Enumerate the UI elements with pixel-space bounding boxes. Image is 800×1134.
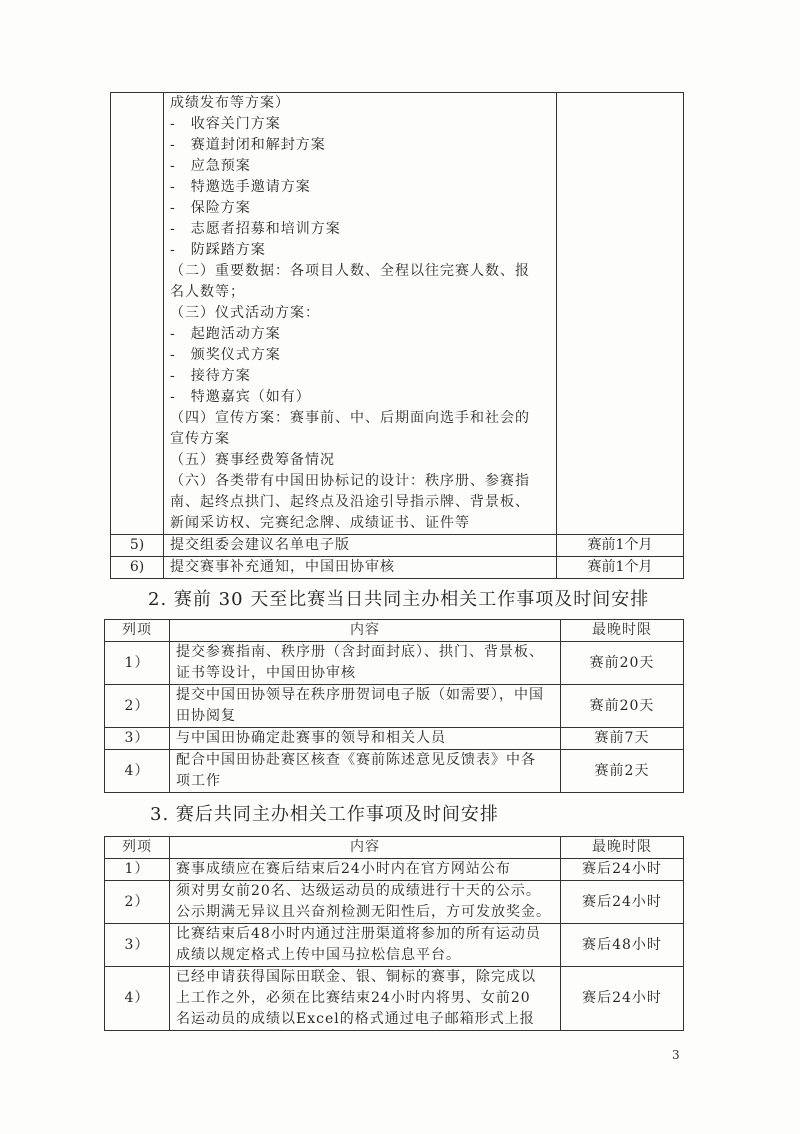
content-line: 提交中国田协领导在秩序册贺词电子版（如需要），中国 — [176, 687, 544, 703]
row-deadline: 赛前2天 — [561, 750, 684, 793]
table-row — [105, 881, 684, 924]
row-content — [170, 881, 561, 924]
content-line: 上工作之外，必须在比赛结束24小时内将男、女前20 — [176, 990, 531, 1006]
content-line: - 赛道封闭和解封方案 — [170, 137, 326, 153]
row-deadline: 赛后24小时 — [561, 859, 684, 881]
row-content: 提交赛事补充通知，中国田协审核 — [164, 557, 557, 579]
row-deadline: 赛后24小时 — [561, 881, 684, 924]
row-deadline: 赛前1个月 — [557, 535, 684, 557]
content-line: （二）重要数据：各项目人数、全程以往完赛人数、报 — [170, 263, 530, 279]
content-line: - 保险方案 — [170, 200, 251, 216]
content-line: - 特邀选手邀请方案 — [170, 179, 311, 195]
content-line: - 接待方案 — [170, 368, 251, 384]
table-row — [111, 93, 684, 535]
content-line: （六）各类带有中国田协标记的设计：秩序册、参赛指 — [170, 473, 530, 489]
row-deadline: 赛前20天 — [561, 642, 684, 685]
row-deadline: 赛前20天 — [561, 685, 684, 728]
table-row — [105, 685, 684, 728]
table-header-row — [105, 620, 684, 642]
row-deadline: 赛后24小时 — [561, 967, 684, 1031]
content-line: 提交参赛指南、秩序册（含封面封底）、拱门、背景板、 — [176, 644, 544, 660]
content-line: 名人数等； — [170, 284, 245, 300]
deadline-cell — [557, 93, 684, 535]
row-content — [170, 750, 561, 793]
content-line: - 起跑活动方案 — [170, 326, 281, 342]
content-line: 名运动员的成绩以Excel的格式通过电子邮箱形式上报 — [176, 1011, 535, 1027]
row-deadline: 赛后48小时 — [561, 924, 684, 967]
table-row — [105, 859, 684, 881]
row-content — [170, 924, 561, 967]
row-number: 1） — [105, 859, 170, 881]
column-header-no: 列项 — [105, 620, 170, 642]
column-header-content: 内容 — [170, 620, 561, 642]
row-content — [170, 967, 561, 1031]
row-number: 2） — [105, 881, 170, 924]
content-line: 配合中国田协赴赛区核查《赛前陈述意见反馈表》中各 — [176, 752, 536, 768]
table-row — [105, 967, 684, 1031]
content-line: 须对男女前20名、达级运动员的成绩进行十天的公示。 — [176, 883, 541, 899]
content-line: 公示期满无异议且兴奋剂检测无阳性后，方可发放奖金。 — [176, 904, 551, 920]
table-row — [111, 535, 684, 557]
content-line: - 志愿者招募和培训方案 — [170, 221, 341, 237]
row-number: 2） — [105, 685, 170, 728]
content-line: （四）宣传方案：赛事前、中、后期面向选手和社会的 — [170, 410, 530, 426]
row-content: 提交组委会建议名单电子版 — [164, 535, 557, 557]
content-line: （五）赛事经费筹备情况 — [170, 452, 335, 468]
content-line: 已经申请获得国际田联金、银、铜标的赛事，除完成以 — [176, 969, 536, 985]
table-row — [105, 750, 684, 793]
content-line: 南、起终点拱门、起终点及沿途引导指示牌、背景板、 — [170, 494, 530, 510]
row-content — [170, 859, 561, 881]
content-line: （三）仪式活动方案： — [170, 305, 320, 321]
continued-table — [110, 92, 684, 579]
content-line: 证书等设计，中国田协审核 — [176, 665, 356, 681]
content-line: 新闻采访权、完赛纪念牌、成绩证书、证件等 — [170, 515, 470, 531]
table-row — [111, 557, 684, 579]
column-header-content: 内容 — [170, 837, 561, 859]
row-number: 4） — [105, 750, 170, 793]
table-header-row — [105, 837, 684, 859]
content-line: 成绩发布等方案） — [170, 95, 290, 111]
table-row — [105, 642, 684, 685]
content-line: - 应急预案 — [170, 158, 251, 174]
row-number: 5) — [111, 535, 164, 557]
post-race-table — [104, 836, 684, 1031]
row-content — [170, 728, 561, 750]
row-number: 3） — [105, 924, 170, 967]
section-heading: 2. 赛前 30 天至比赛当日共同主办相关工作事项及时间安排 — [148, 589, 650, 610]
column-header-deadline: 最晚时限 — [561, 837, 684, 859]
content-line: 比赛结束后48小时内通过注册渠道将参加的所有运动员 — [176, 926, 541, 942]
row-number: 3） — [105, 728, 170, 750]
row-deadline: 赛前1个月 — [557, 557, 684, 579]
row-content — [170, 685, 561, 728]
content-line: 宣传方案 — [170, 431, 230, 447]
content-line: - 防踩踏方案 — [170, 242, 266, 258]
content-line: - 颁奖仪式方案 — [170, 347, 281, 363]
page-number: 3 — [672, 1048, 680, 1062]
content-line: 田协阅复 — [176, 708, 236, 724]
content-line: 赛事成绩应在赛后结束后24小时内在官方网站公布 — [176, 861, 511, 877]
column-header-deadline: 最晚时限 — [561, 620, 684, 642]
row-content — [170, 642, 561, 685]
content-line: 成绩以规定格式上传中国马拉松信息平台。 — [176, 947, 461, 963]
row-number: 6) — [111, 557, 164, 579]
column-header-no: 列项 — [105, 837, 170, 859]
table-row — [105, 728, 684, 750]
row-number-cell — [111, 93, 164, 535]
table-row — [105, 924, 684, 967]
content-line: - 特邀嘉宾（如有） — [170, 389, 311, 405]
content-line: 项工作 — [176, 773, 221, 789]
content-cell — [164, 93, 557, 535]
row-number: 4） — [105, 967, 170, 1031]
row-deadline: 赛前7天 — [561, 728, 684, 750]
content-line: - 收容关门方案 — [170, 116, 281, 132]
section-heading: 3. 赛后共同主办相关工作事项及时间安排 — [150, 804, 499, 825]
pre-race-table — [104, 619, 684, 793]
row-number: 1） — [105, 642, 170, 685]
content-line: 与中国田协确定赴赛事的领导和相关人员 — [176, 730, 446, 746]
